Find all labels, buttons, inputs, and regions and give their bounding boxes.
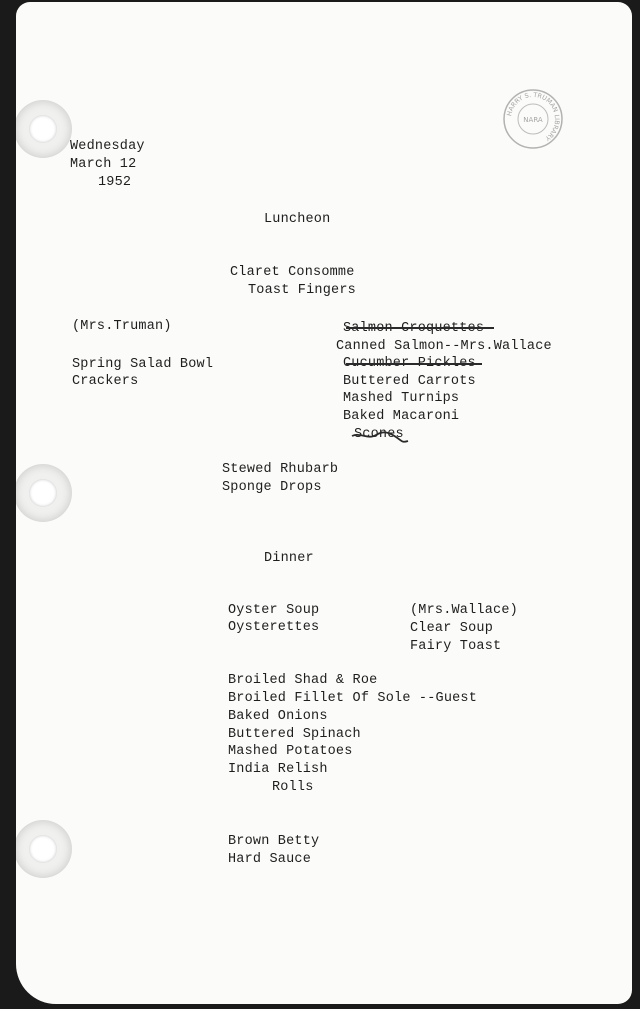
dinner-main-item: Buttered Spinach <box>228 727 361 742</box>
mrs-wallace-item: Fairy Toast <box>410 639 502 654</box>
menu-page <box>16 2 632 1004</box>
luncheon-main-item: Cucumber Pickles <box>343 356 476 371</box>
mrs-truman-label: (Mrs.Truman) <box>72 319 172 334</box>
strikethrough-mark <box>346 327 494 329</box>
luncheon-dessert: Sponge Drops <box>222 480 322 495</box>
luncheon-starter: Toast Fingers <box>248 283 356 298</box>
dinner-starter: Oyster Soup <box>228 603 320 618</box>
svg-text:NARA: NARA <box>523 116 543 124</box>
header-year: 1952 <box>98 175 132 190</box>
binder-hole-top <box>16 100 72 158</box>
luncheon-main-item: Baked Macaroni <box>343 409 460 424</box>
luncheon-main-item: Scones <box>354 427 404 442</box>
binder-hole-bottom <box>16 820 72 878</box>
header-date: March 12 <box>70 157 137 172</box>
svg-text:HARRY S. TRUMAN LIBRARY: HARRY S. TRUMAN LIBRARY <box>505 90 562 143</box>
dinner-main-item: Broiled Shad & Roe <box>228 673 378 688</box>
luncheon-heading: Luncheon <box>264 212 331 227</box>
dinner-main-item: Mashed Potatoes <box>228 744 353 759</box>
luncheon-main-item: Buttered Carrots <box>343 374 476 389</box>
header-day: Wednesday <box>70 139 145 154</box>
luncheon-main-item: Canned Salmon--Mrs.Wallace <box>336 339 552 354</box>
dinner-main-item: Rolls <box>272 780 314 795</box>
dinner-main-item: Baked Onions <box>228 709 328 724</box>
luncheon-dessert: Stewed Rhubarb <box>222 462 339 477</box>
mrs-wallace-label: (Mrs.Wallace) <box>410 603 518 618</box>
library-stamp <box>502 88 564 150</box>
dinner-dessert: Brown Betty <box>228 834 320 849</box>
mrs-truman-item: Crackers <box>72 374 139 389</box>
strikethrough-mark <box>346 363 482 365</box>
scribble-mark <box>350 430 410 446</box>
dinner-heading: Dinner <box>264 551 314 566</box>
dinner-dessert: Hard Sauce <box>228 852 312 867</box>
dinner-starter: Oysterettes <box>228 620 320 635</box>
dinner-main-item: India Relish <box>228 762 328 777</box>
luncheon-main-item: Mashed Turnips <box>343 391 460 406</box>
binder-hole-middle <box>16 464 72 522</box>
mrs-wallace-item: Clear Soup <box>410 621 494 636</box>
dinner-main-item: Broiled Fillet Of Sole --Guest <box>228 691 478 706</box>
luncheon-starter: Claret Consomme <box>230 265 355 280</box>
luncheon-main-item: Salmon Croquettes <box>343 321 485 336</box>
mrs-truman-item: Spring Salad Bowl <box>72 357 214 372</box>
